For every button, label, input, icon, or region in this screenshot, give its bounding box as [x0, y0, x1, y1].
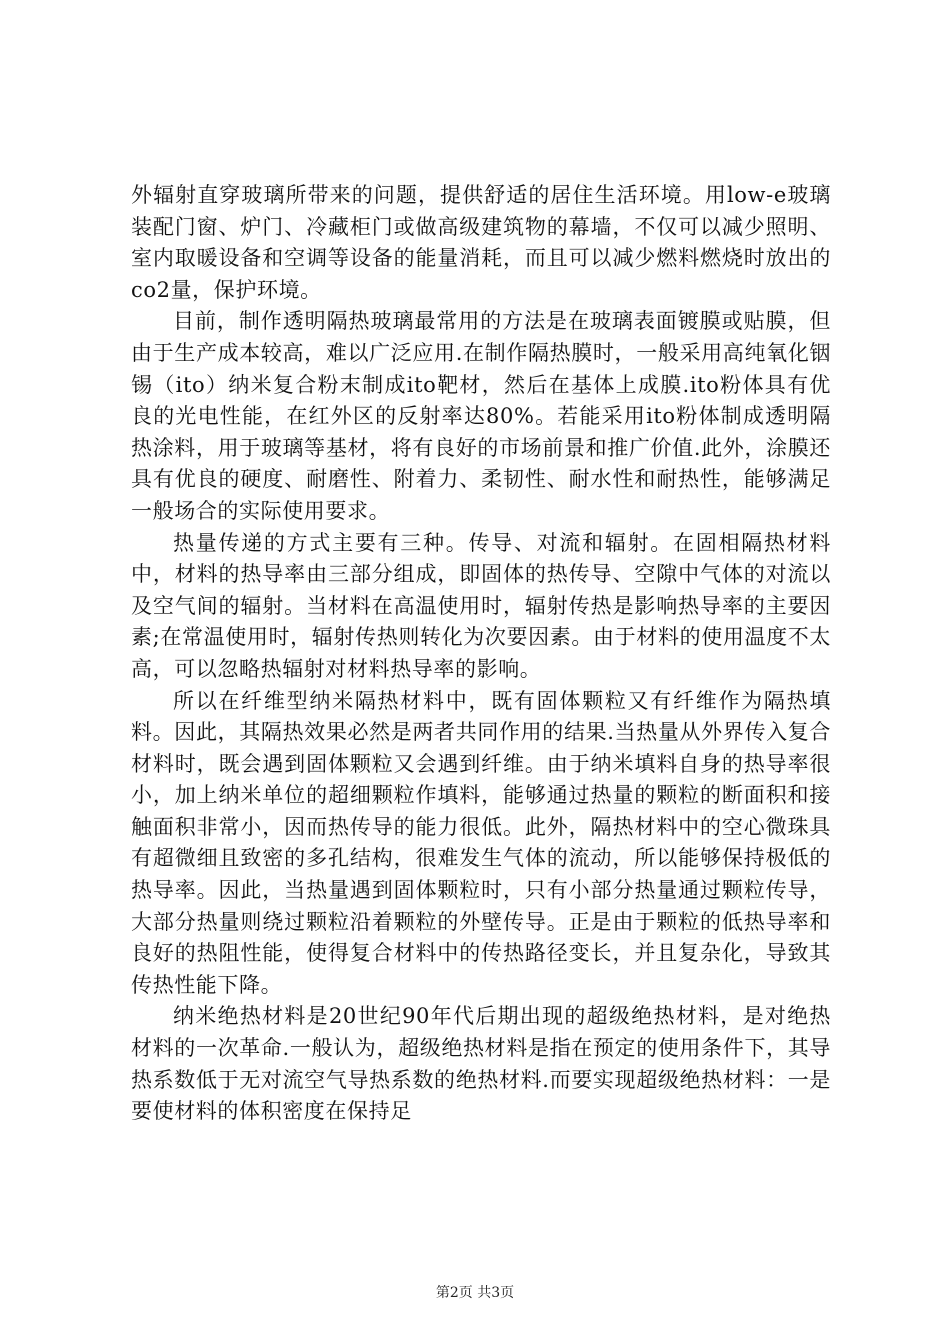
page-footer: 第2页 共3页 — [435, 1285, 515, 1301]
paragraph-nano-super-insulation: 纳米绝热材料是20世纪90年代后期出现的超级绝热材料，是对绝热材料的一次革命.一般认为，超级绝热材料是指在预定的使用条件下，其导热系数低于无对流空气导热系数的绝热材料.而要实现超级绝热材料：一是要使材料的体积密度在保持足 — [131, 1004, 831, 1124]
paragraph-continued: 外辐射直穿玻璃所带来的问题，提供舒适的居住生活环境。用low-e玻璃装配门窗、炉门、冷藏柜门或做高级建筑物的幕墙，不仅可以减少照明、室内取暖设备和空调等设备的能量消耗，而且可以减少燃料燃烧时放出的co2量，保护环境。 — [131, 183, 831, 302]
paragraph-heat-transfer: 热量传递的方式主要有三种。传导、对流和辐射。在固相隔热材料中，材料的热导率由三部分组成，即固体的热传导、空隙中气体的对流以及空气间的辐射。当材料在高温使用时，辐射传热是影响热导率的主要因素;在常温使用时，辐射传热则转化为次要因素。由于材料的使用温度不太高，可以忽略热辐射对材料热导率的影响。 — [131, 530, 831, 681]
document-body — [131, 180, 831, 1128]
paragraph-fiber-nano-insulation: 所以在纤维型纳米隔热材料中，既有固体颗粒又有纤维作为隔热填料。因此，其隔热效果必然是两者共同作用的结果.当热量从外界传入复合材料时，既会遇到固体颗粒又会遇到纤维。由于纳米填料自身的热导率很小，加上纳米单位的超细颗粒作填料，能够通过热量的颗粒的断面积和接触面积非常小，因而热传导的能力很低。此外，隔热材料中的空心微珠具有超微细且致密的多孔结构，很难发生气体的流动，所以能够保持极低的热导率。因此，当热量遇到固体颗粒时，只有小部分热量通过颗粒传导，大部分热量则绕过颗粒沿着颗粒的外壁传导。正是由于颗粒的低热导率和良好的热阻性能，使得复合材料中的传热路径变长，并且复杂化，导致其传热性能下降。 — [131, 688, 831, 997]
paragraph-transparent-glass: 目前，制作透明隔热玻璃最常用的方法是在玻璃表面镀膜或贴膜，但由于生产成本较高，难以广泛应用.在制作隔热膜时，一般采用高纯氧化铟锡（ito）纳米复合粉末制成ito靶材，然后在基体上成膜.ito粉体具有优良的光电性能，在红外区的反射率达80%。若能采用ito粉体制成透明隔热涂料，用于玻璃等基材，将有良好的市场前景和推广价值.此外，涂膜还具有优良的硬度、耐磨性、附着力、柔韧性、耐水性和耐热性，能够满足一般场合的实际使用要求。 — [131, 309, 831, 523]
